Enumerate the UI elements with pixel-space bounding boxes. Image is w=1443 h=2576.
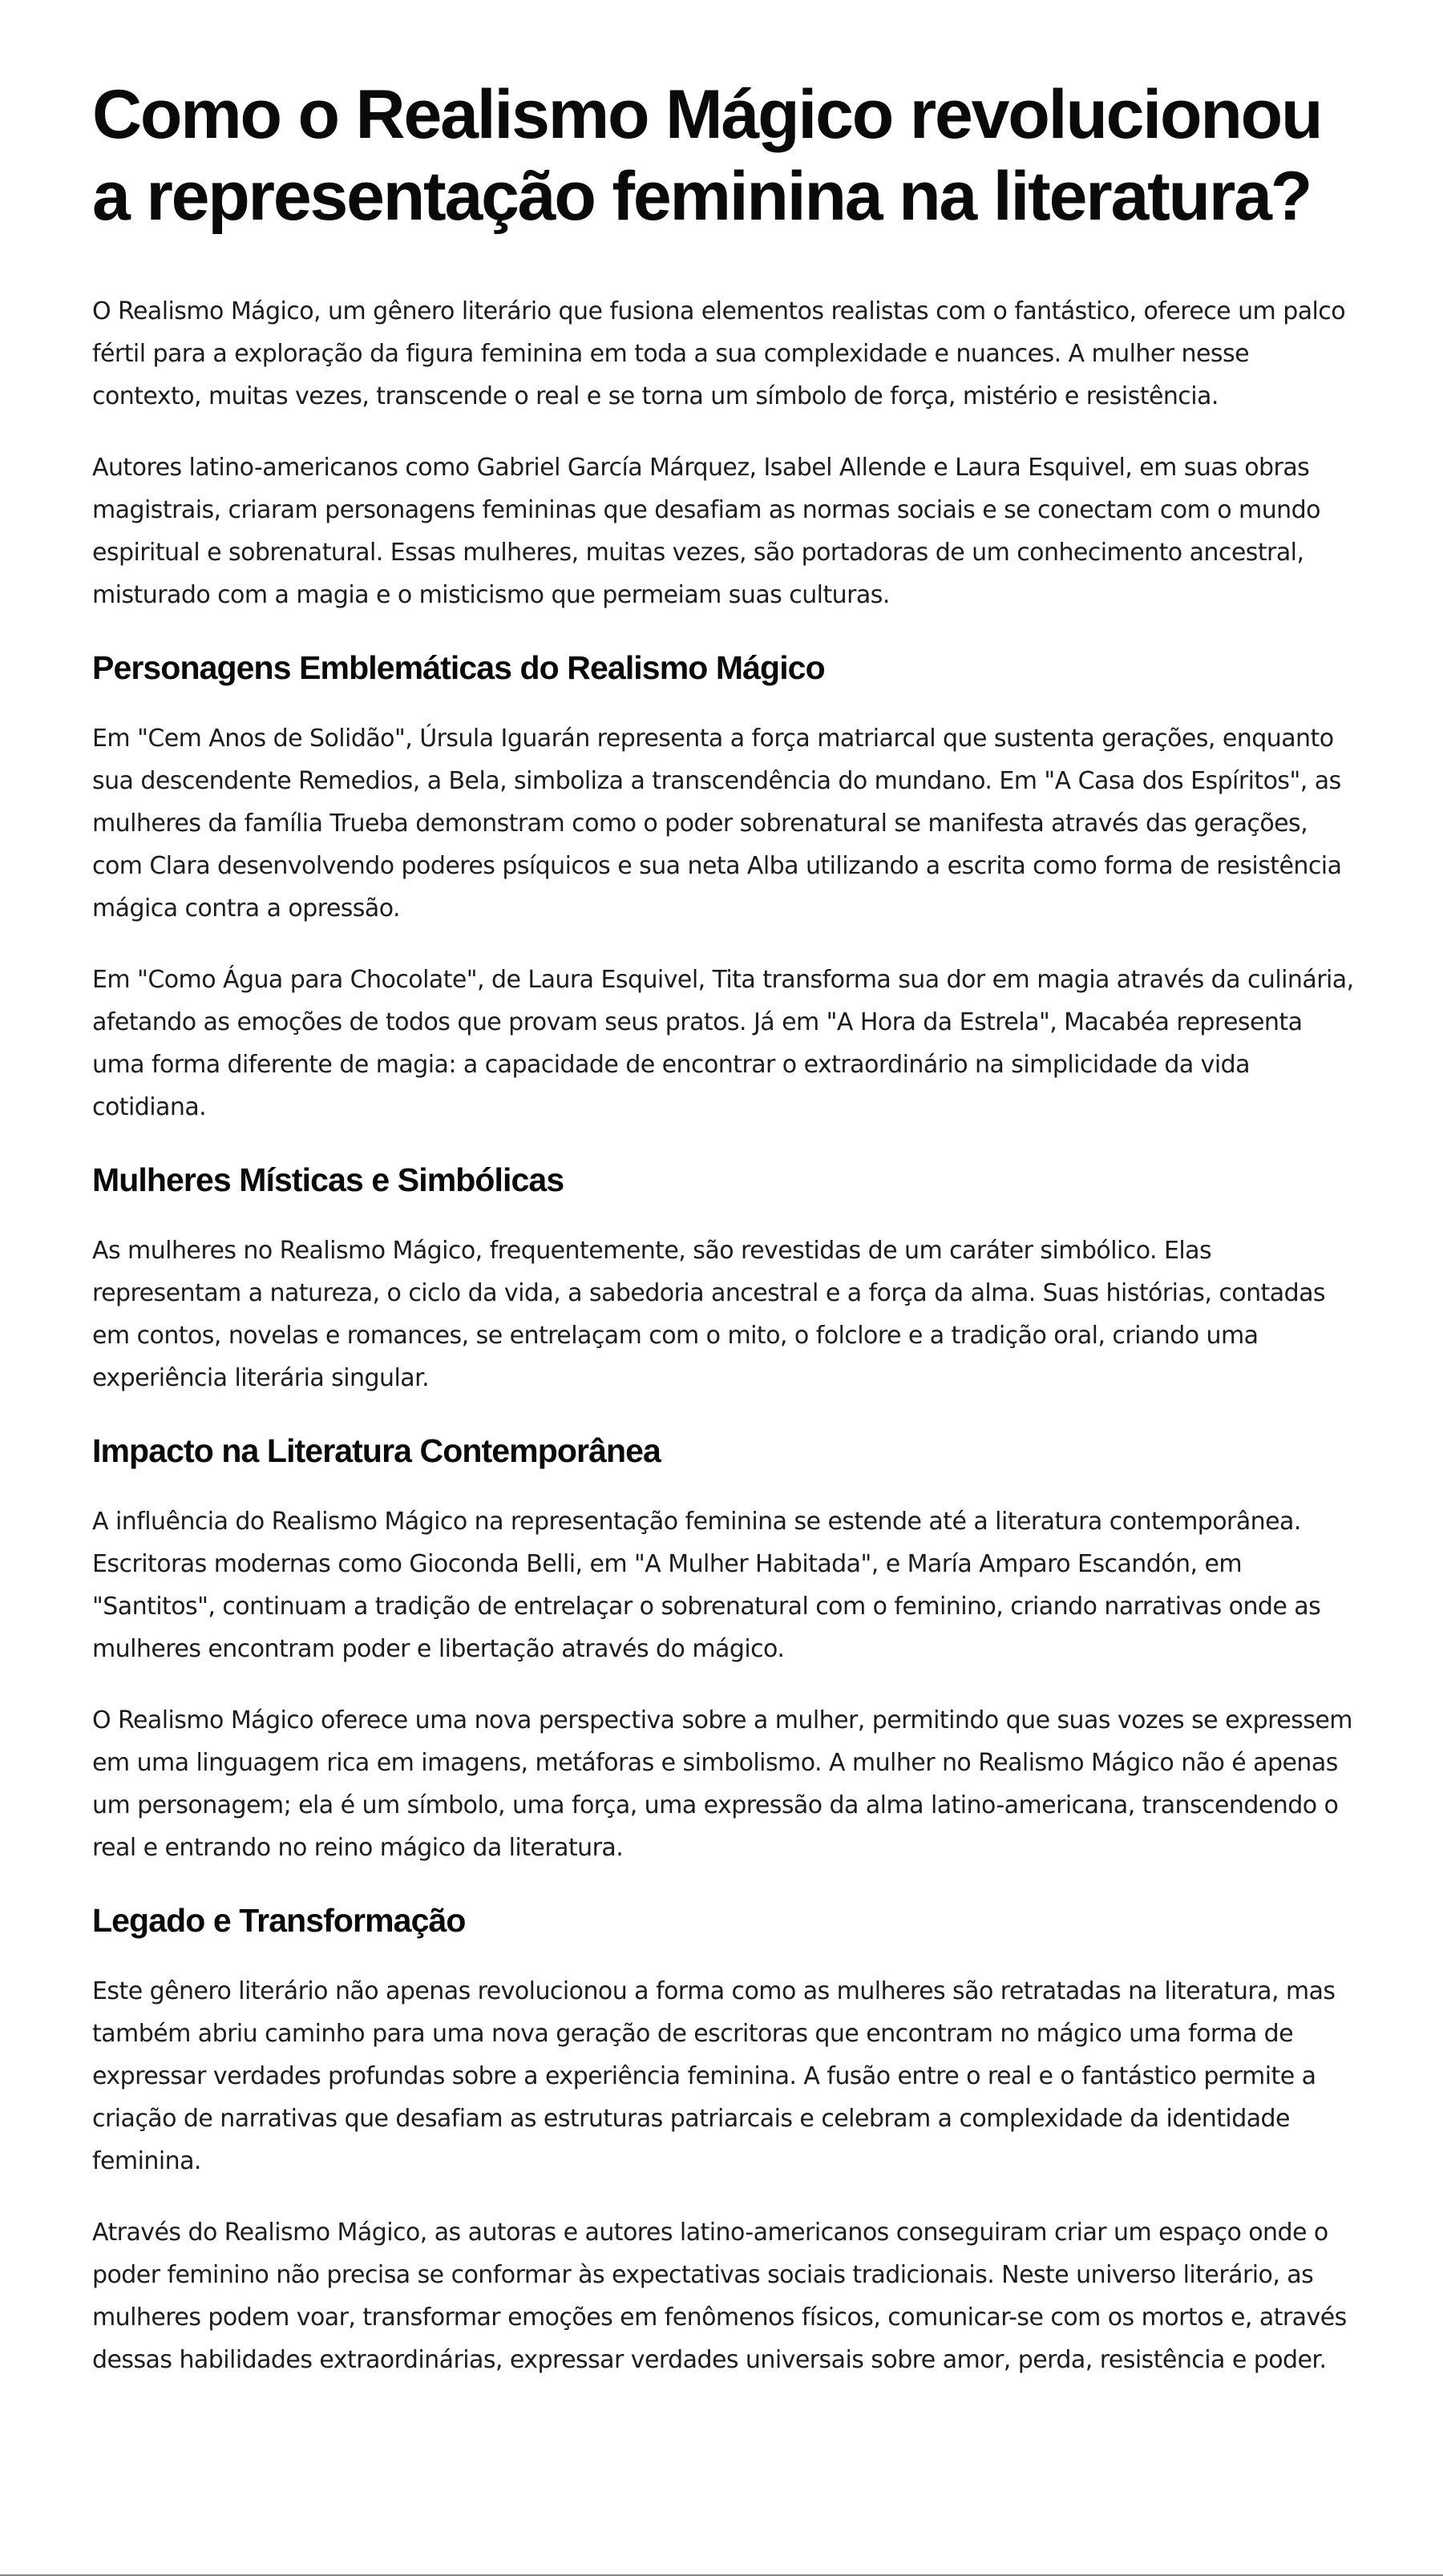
section-paragraph: A influência do Realismo Mágico na representação feminina se estende até a literatura contemporânea. Escritoras modernas como Gioconda Belli, em "A Mulher Habitada", e María Amparo Escandón, em "Santitos", continuam a tradição de entrelaçar o sobrenatural com o feminino, criando narrativas onde as mulheres encontram poder e libertação através do mágico. [92,1508,1321,1663]
section-paragraph: Através do Realismo Mágico, as autoras e autores latino-americanos conseguiram criar um espaço onde o poder feminino não precisa se conformar às expectativas sociais tradicionais. Neste universo literário, as mulheres podem voar, transformar emoções em fenômenos físicos, comunicar-se com os mortos e, através dessas habilidades extraordinárias, expressar verdades universais sobre amor, perda, resistência e poder. [92,2219,1347,2374]
section-paragraph: O Realismo Mágico oferece uma nova perspectiva sobre a mulher, permitindo que suas vozes se expressem em uma linguagem rica em imagens, metáforas e simbolismo. A mulher no Realismo Mágico não é apenas um personagem; ela é um símbolo, uma força, uma expressão da alma latino-americana, transcendendo o real e entrando no reino mágico da literatura. [92,1706,1352,1862]
section-legado-transformacao [92,1898,1355,2381]
section-heading: Impacto na Literatura Contemporânea [92,1432,661,1469]
section-heading: Personagens Emblemáticas do Realismo Mágico [92,649,825,686]
intro-paragraph-1: O Realismo Mágico, um gênero literário que fusiona elementos realistas com o fantástico, oferece um palco fértil para a exploração da figura feminina em toda a sua complexidade e nuances. A mulher nesse contexto, muitas vezes, transcende o real e se torna um símbolo de força, mistério e resistência. [92,297,1346,410]
section-impacto-contemporanea [92,1428,1355,1869]
section-heading: Legado e Transformação [92,1902,466,1939]
section-paragraph: As mulheres no Realismo Mágico, frequentemente, são revestidas de um caráter simbólico. Elas representam a natureza, o ciclo da vida, a sabedoria ancestral e a força da alma. Suas histórias, contadas em contos, novelas e romances, se entrelaçam com o mito, o folclore e a tradição oral, criando uma experiência literária singular. [92,1237,1325,1392]
section-personagens-emblematicas [92,645,1355,1129]
section-paragraph: Este gênero literário não apenas revolucionou a forma como as mulheres são retratadas na literatura, mas também abriu caminho para uma nova geração de escritoras que encontram no mágico uma forma de expressar verdades profundas sobre a experiência feminina. A fusão entre o real e o fantástico permite a criação de narrativas que desafiam as estruturas patriarcais e celebram a complexidade da identidade feminina. [92,1977,1336,2175]
section-heading: Mulheres Místicas e Simbólicas [92,1161,564,1198]
intro-paragraph-2: Autores latino-americanos como Gabriel García Márquez, Isabel Allende e Laura Esquivel, em suas obras magistrais, criaram personagens femininas que desafiam as normas sociais e se conectam com o mundo espiritual e sobrenatural. Essas mulheres, muitas vezes, são portadoras de um conhecimento ancestral, misturado com a magia e o misticismo que permeiam suas culturas. [92,454,1320,609]
section-paragraph: Em "Cem Anos de Solidão", Úrsula Iguarán representa a força matriarcal que sustenta gerações, enquanto sua descendente Remedios, a Bela, simboliza a transcendência do mundano. Em "A Casa dos Espíritos", as mulheres da família Trueba demonstram como o poder sobrenatural se manifesta através das gerações, com Clara desenvolvendo poderes psíquicos e sua neta Alba utilizando a escrita como forma de resistência mágica contra a opressão. [92,725,1342,923]
article [92,74,1355,2410]
section-paragraph: Em "Como Água para Chocolate", de Laura Esquivel, Tita transforma sua dor em magia através da culinária, afetando as emoções de todos que provam seus pratos. Já em "A Hora da Estrela", Macabéa representa uma forma diferente de magia: a capacidade de encontrar o extraordinário na simplicidade da vida cotidiana. [92,966,1354,1121]
section-mulheres-misticas [92,1157,1355,1399]
article-title: Como o Realismo Mágico revolucionou a representação feminina na literatura? [92,76,1322,235]
